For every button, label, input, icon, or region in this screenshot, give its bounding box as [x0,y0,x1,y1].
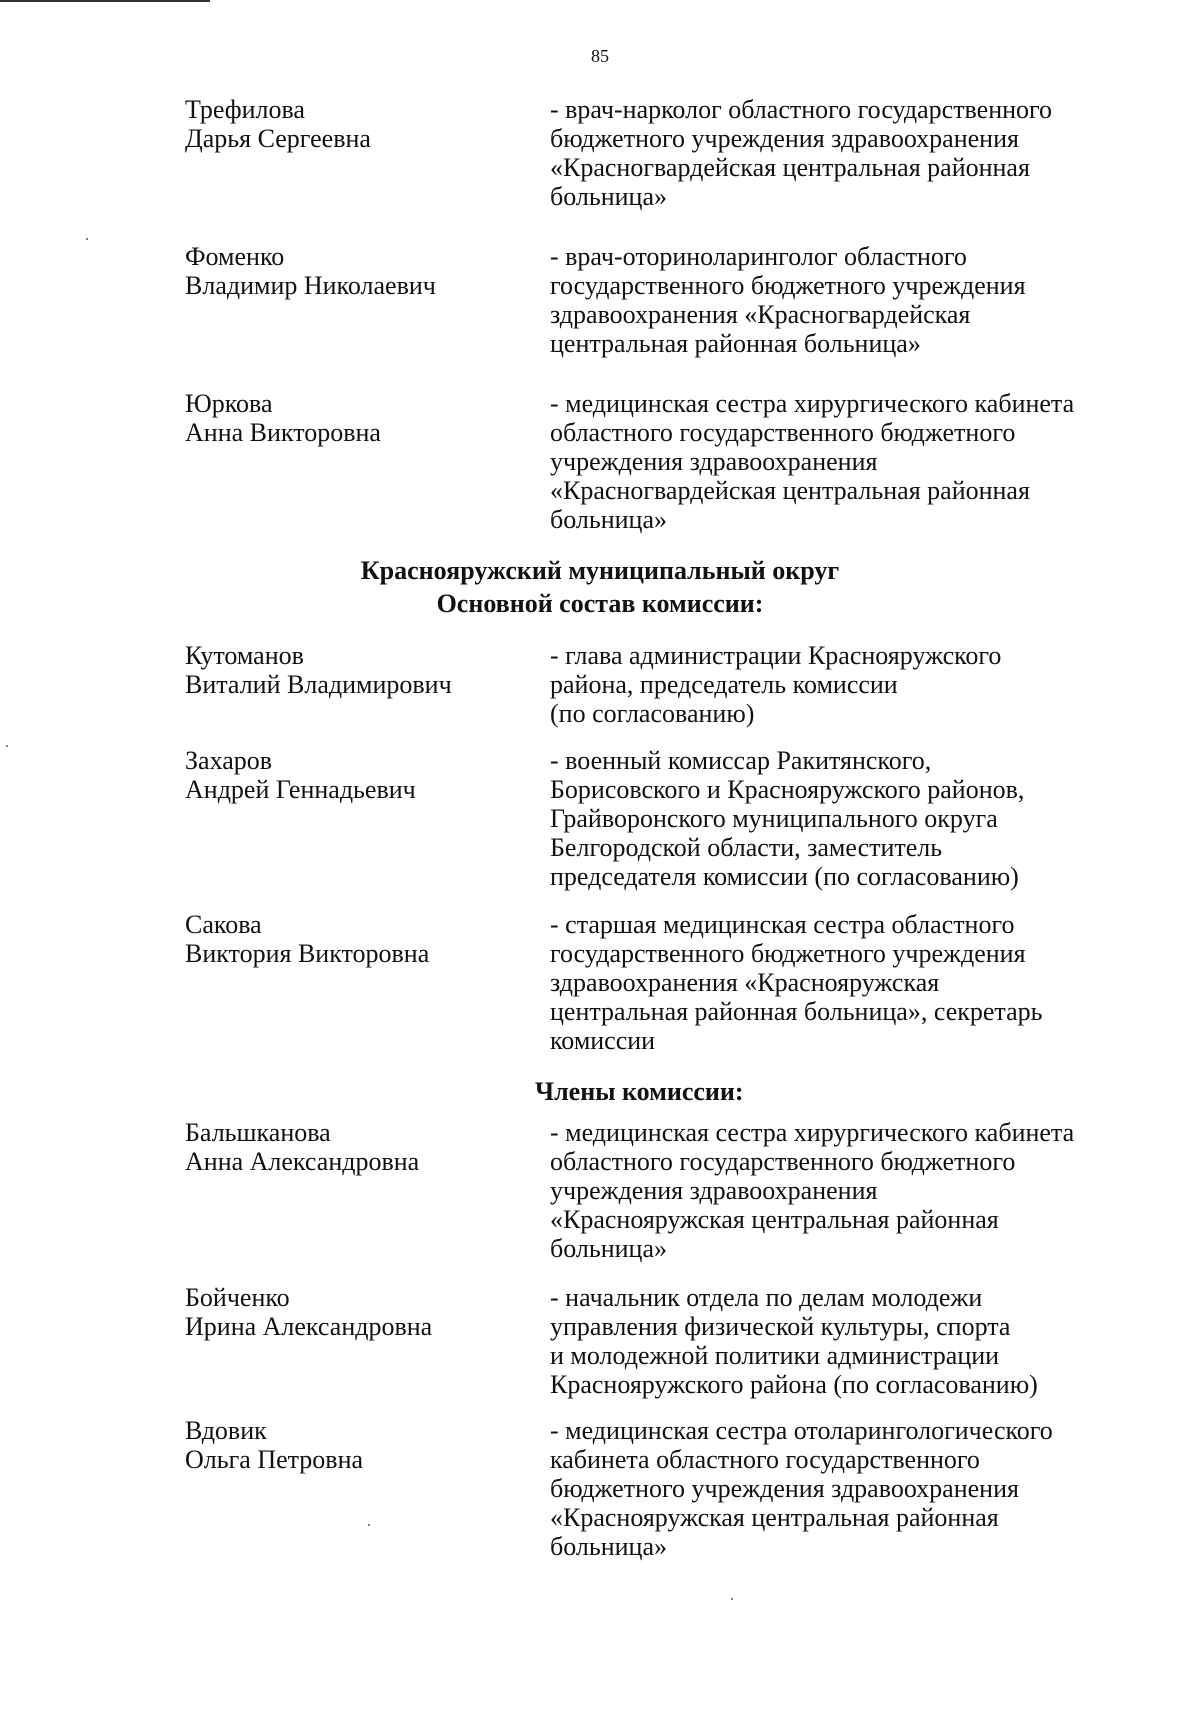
member-given-name: Андрей Геннадьевич [185,775,416,804]
position-line: (по согласованию) [550,699,755,728]
commission-entry [185,910,1130,1055]
position-line: и молодежной политики администрации [550,1341,1000,1370]
member-name [185,746,550,891]
member-surname: Кутоманов [185,641,304,670]
position-line: Борисовского и Краснояружского районов, [550,775,1025,804]
position-line: - военный комиссар Ракитянского, [550,746,932,775]
position-line: - медицинская сестра хирургического кабинета [550,389,1075,418]
position-line: - старшая медицинская сестра областного [550,910,1015,939]
member-given-name: Ирина Александровна [185,1312,433,1341]
commission-entry [185,1283,1130,1399]
member-given-name: Анна Викторовна [185,418,381,447]
member-name [185,389,550,534]
member-surname: Фоменко [185,242,285,271]
member-name [185,95,550,211]
member-position [550,746,1130,891]
main-composition-heading: Основной состав комиссии: [436,589,764,618]
member-surname: Юркова [185,389,273,418]
member-position [550,1283,1130,1399]
commission-entry [185,641,1130,728]
scan-speck [86,238,88,240]
member-position [550,1118,1130,1263]
member-surname: Трефилова [185,95,305,124]
position-line: государственного бюджетного учреждения [550,939,1026,968]
member-name [185,910,550,1055]
position-line: - врач-нарколог областного государственного [550,95,1053,124]
commission-entry [185,95,1130,211]
position-line: здравоохранения «Краснояружская [550,968,940,997]
member-position [550,910,1130,1055]
member-given-name: Владимир Николаевич [185,271,436,300]
member-surname: Сакова [185,910,262,939]
position-line: - медицинская сестра отоларингологического [550,1416,1053,1445]
member-surname: Бойченко [185,1283,290,1312]
member-position [550,389,1130,534]
scan-speck [6,745,8,747]
member-name [185,1283,550,1399]
commission-entry [185,746,1130,891]
position-line: Грайворонского муниципального округа [550,804,998,833]
member-position [550,1416,1130,1561]
position-line: областного государственного бюджетного [550,1147,1016,1176]
commission-entry [185,1416,1130,1561]
position-line: бюджетного учреждения здравоохранения [550,1474,1019,1503]
commission-entry [185,242,1130,358]
position-line: областного государственного бюджетного [550,418,1016,447]
position-line: - глава администрации Краснояружского [550,641,1002,670]
position-line: здравоохранения «Красногвардейская [550,300,971,329]
position-line: учреждения здравоохранения [550,447,878,476]
position-line: больница» [550,1532,667,1561]
members-heading: Члены комиссии: [535,1077,744,1106]
section-title: Краснояружский муниципальный округ [360,556,840,585]
position-line: больница» [550,505,667,534]
position-line: государственного бюджетного учреждения [550,271,1026,300]
position-line: - медицинская сестра хирургического кабинета [550,1118,1075,1147]
member-given-name: Анна Александровна [185,1147,420,1176]
member-surname: Бальшканова [185,1118,331,1147]
member-name [185,1416,550,1561]
member-surname: Захаров [185,746,273,775]
position-line: председателя комиссии (по согласованию) [550,862,1019,891]
scan-edge-mark [0,0,210,2]
scan-speck [731,1598,733,1600]
member-position [550,242,1130,358]
position-line: Белгородской области, заместитель [550,833,943,862]
member-position [550,641,1130,728]
member-given-name: Виктория Викторовна [185,939,430,968]
position-line: «Краснояружская центральная районная [550,1503,999,1532]
page-number: 85 [591,46,609,66]
position-line: Краснояружского района (по согласованию) [550,1370,1038,1399]
position-line: больница» [550,1234,667,1263]
position-line: бюджетного учреждения здравоохранения [550,124,1019,153]
position-line: комиссии [550,1026,656,1055]
member-given-name: Ольга Петровна [185,1445,364,1474]
member-given-name: Дарья Сергеевна [185,124,371,153]
member-name [185,242,550,358]
member-name [185,641,550,728]
position-line: кабинета областного государственного [550,1445,980,1474]
position-line: больница» [550,182,667,211]
position-line: - врач-оториноларинголог областного [550,242,967,271]
position-line: учреждения здравоохранения [550,1176,878,1205]
position-line: «Красногвардейская центральная районная [550,476,1030,505]
position-line: - начальник отдела по делам молодежи [550,1283,983,1312]
position-line: центральная районная больница» [550,329,921,358]
member-given-name: Виталий Владимирович [185,670,452,699]
member-name [185,1118,550,1263]
position-line: «Краснояружская центральная районная [550,1205,999,1234]
commission-entry [185,1118,1130,1263]
commission-entry [185,389,1130,534]
position-line: «Красногвардейская центральная районная [550,153,1030,182]
position-line: центральная районная больница», секретарь [550,997,1043,1026]
position-line: управления физической культуры, спорта [550,1312,1011,1341]
position-line: района, председатель комиссии [550,670,898,699]
member-surname: Вдовик [185,1416,267,1445]
member-position [550,95,1130,211]
